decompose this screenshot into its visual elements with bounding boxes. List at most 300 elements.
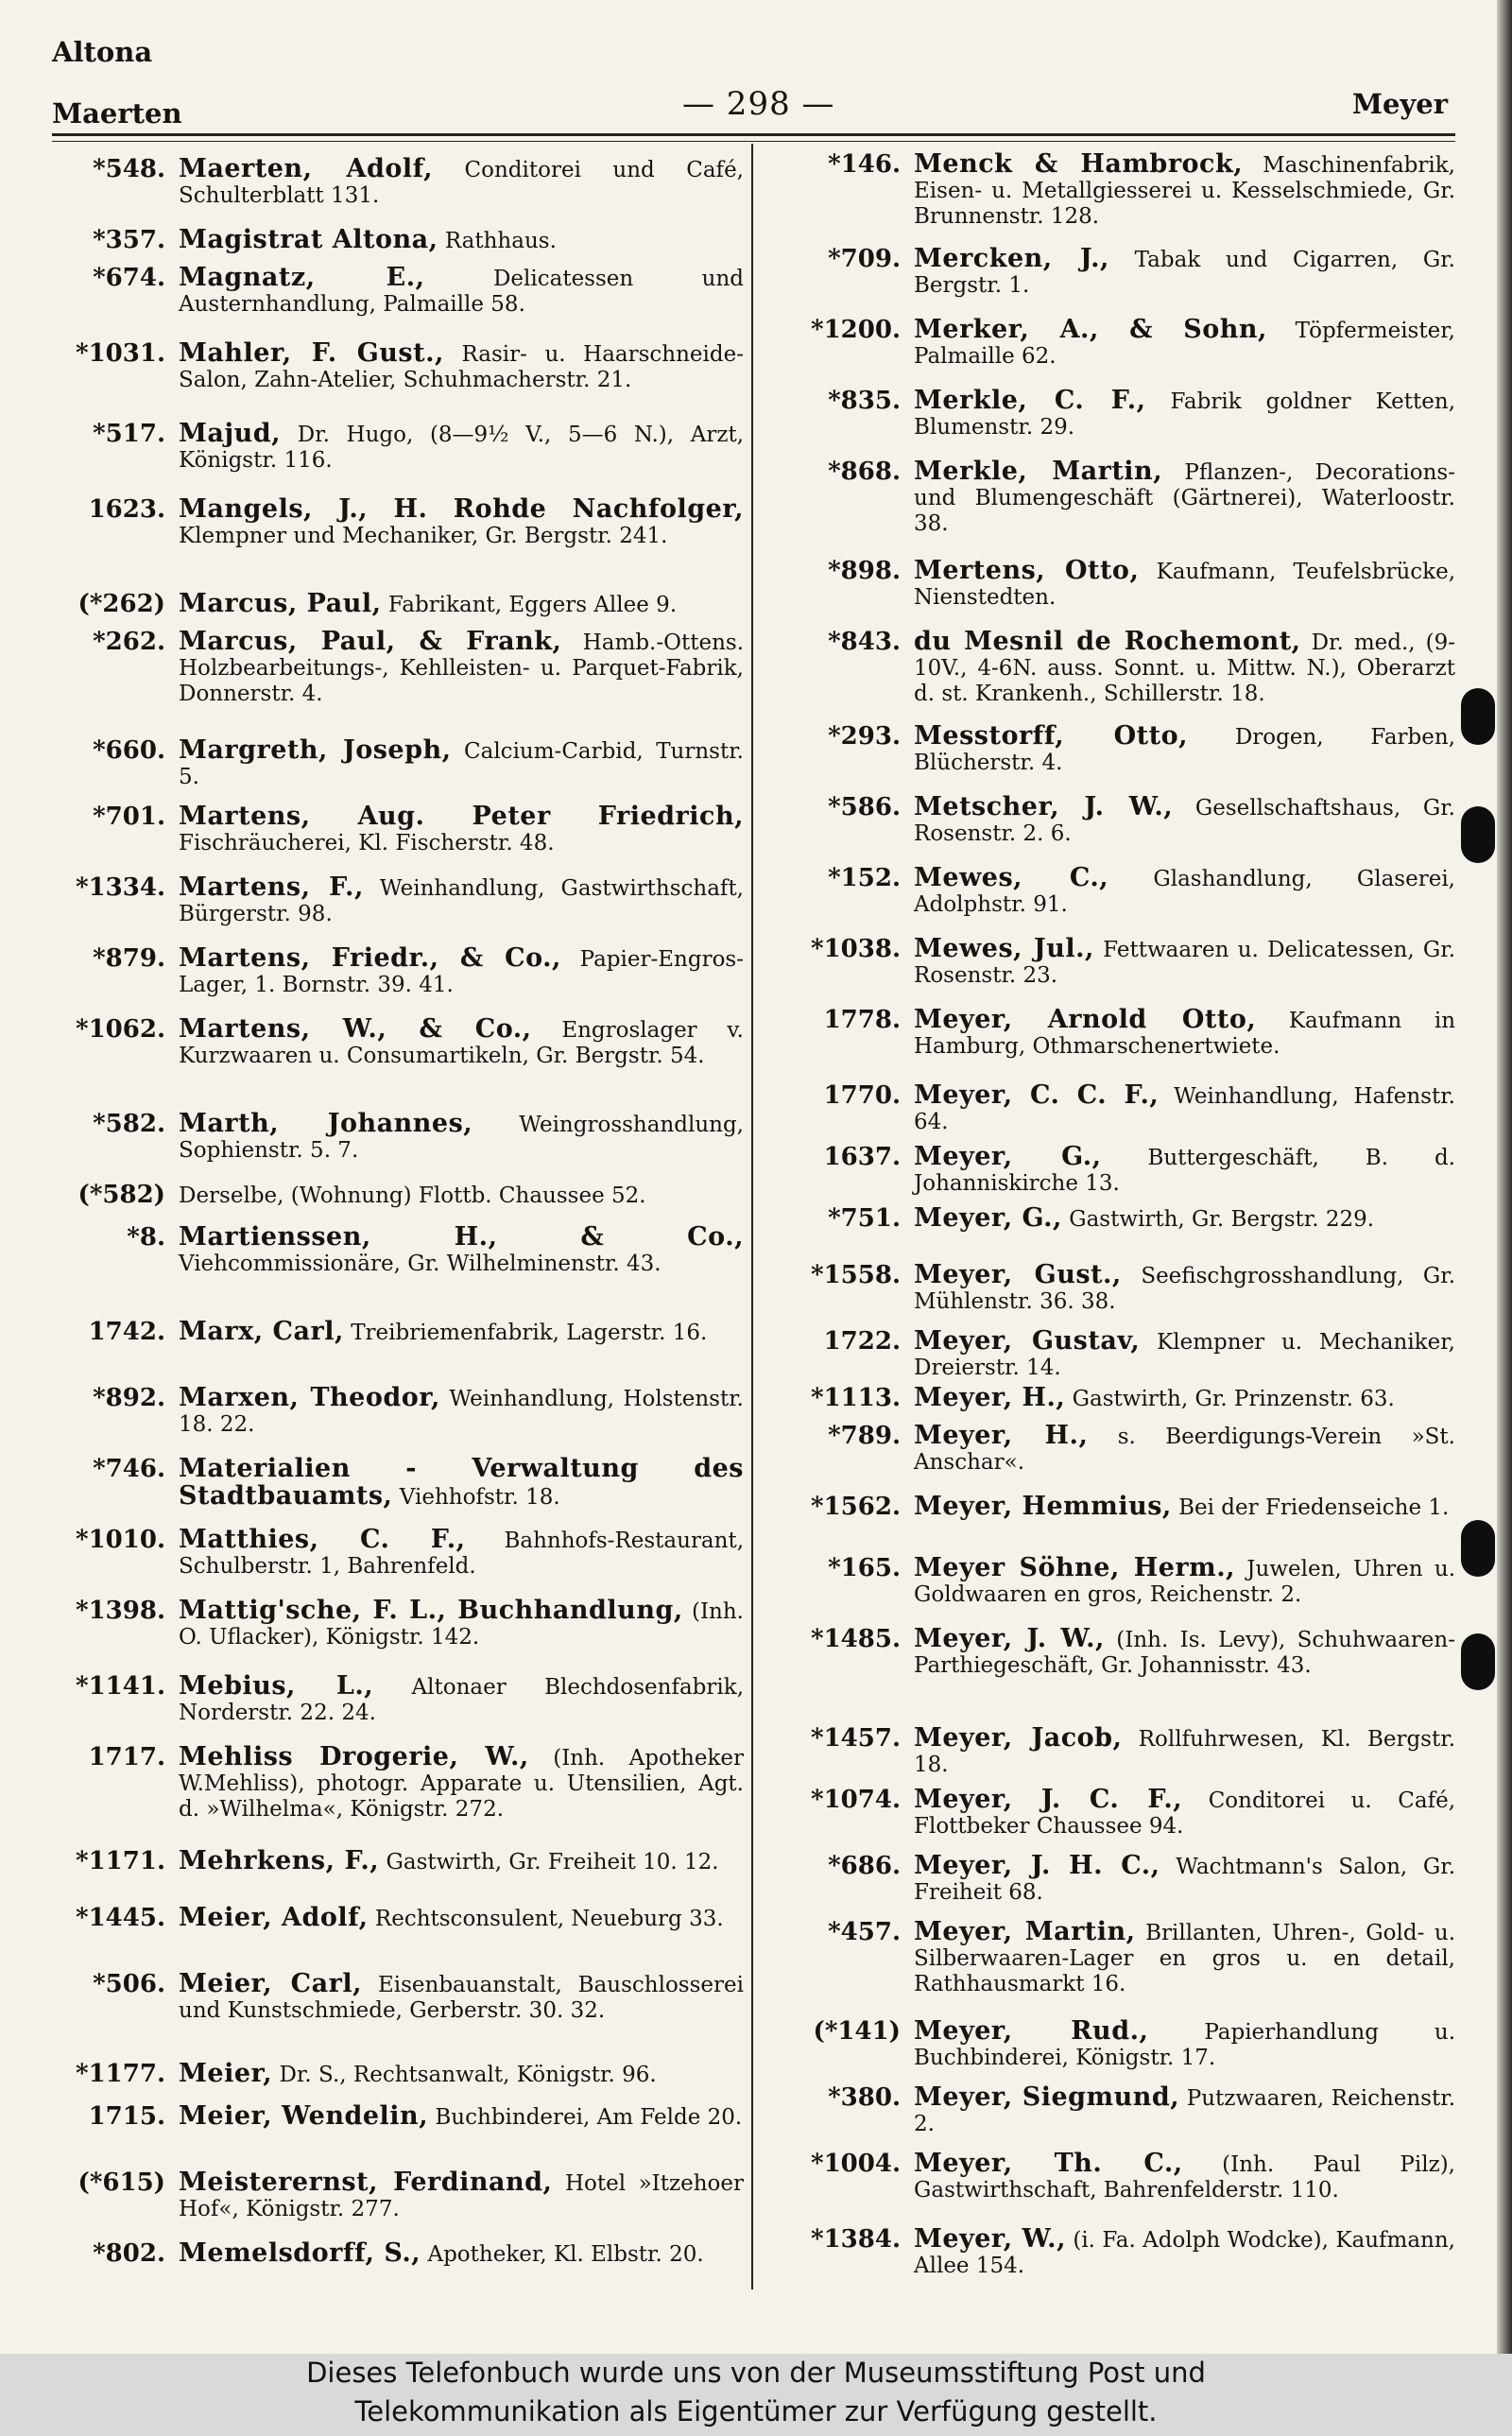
entry-number: *898. [828,557,901,585]
entry-text [179,2061,744,2088]
entry-number: *802. [93,2239,165,2268]
directory-entry [43,2103,744,2131]
entry-number: *1038. [810,935,901,963]
entry-text [914,1144,1455,1197]
entry-text [179,629,744,707]
entry-name: Meyer, J. C. F., [914,1785,1183,1814]
entry-details: Weinhandlung, Holstenstr. 18. 22. [179,1387,744,1437]
directory-entry [770,151,1455,230]
entry-name: Menck & Hambrock, [914,149,1244,179]
directory-entry [770,794,1455,847]
entry-number: *751. [828,1204,901,1233]
entry-name: Meyer, J. H. C., [914,1851,1160,1880]
entry-text [914,1385,1455,1412]
directory-entry [43,1905,744,1932]
entry-text [179,1905,744,1932]
entry-name: Merkle, C. F., [914,386,1146,415]
entry-name: Mewes, Jul., [914,934,1094,963]
entry-name: Mehrkens, F., [179,1846,380,1875]
entry-details: (i. Fa. Adolph Wodcke), Kaufmann, Allee 154. [914,2228,1455,2278]
entry-text [914,2226,1455,2279]
entry-text [179,227,744,254]
page-number: — 298 — [682,85,835,123]
entry-name: Martens, W., & Co., [179,1014,532,1044]
entry-text [179,1744,744,1823]
entry-details: Seefischgrosshandlung, Gr. Mühlenstr. 36. 38. [914,1264,1456,1314]
directory-entry [43,227,744,254]
entry-name: Meier, Wendelin, [179,2101,429,2131]
entry-name: Meyer, Rud., [914,2016,1149,2046]
entry-details: Fabrikant, Eggers Allee 9. [387,593,678,617]
entry-text [179,737,744,790]
directory-entry [43,265,744,318]
directory-entry [43,2169,744,2222]
entry-details: Buttergeschäft, B. d. Johanniskirche 13. [914,1146,1455,1196]
entry-number: (*615) [77,2168,165,2197]
entry-details: Weinhandlung, Gastwirthschaft, Bürgerstr. 98. [179,876,744,926]
entry-name: Merkle, Martin, [914,457,1163,486]
entry-details: Tabak und Cigarren, Gr. Bergstr. 1. [914,248,1455,298]
entry-details: Pflanzen-, Decorations- und Blumengeschäft (Gärtnerei), Waterloostr. 38. [914,460,1455,536]
entry-name: Meier, Carl, [179,1969,363,1998]
directory-entry [43,874,744,927]
directory-entry [770,629,1455,707]
entry-number: *506. [93,1970,165,1998]
entry-text [179,1673,744,1726]
entry-text [179,2103,744,2131]
entry-text [179,1456,744,1511]
directory-entry [770,2084,1455,2137]
entry-number: *1113. [810,1384,901,1412]
entry-details: Conditorei u. Café, Flottbeker Chaussee 94. [914,1788,1456,1839]
entry-details: Gastwirth, Gr. Prinzenstr. 63. [1072,1387,1395,1411]
entry-number: *586. [828,793,901,821]
entry-name: Meyer, G., [914,1203,1062,1233]
entry-name: Martens, Aug. Peter Friedrich, [179,802,744,831]
entry-number: *548. [93,155,165,183]
entry-name: du Mesnil de Rochemont, [914,627,1301,656]
entry-number: *660. [93,736,165,765]
directory-entry [43,1456,744,1511]
entry-number: *1200. [810,316,901,344]
entry-text [179,2169,744,2222]
entry-text [914,1423,1455,1476]
entry-number: *746. [93,1455,165,1483]
entry-number: 1717. [88,1743,165,1771]
entry-number: (*262) [77,590,165,618]
directory-entry [770,1494,1455,1521]
entry-name: Meier, [179,2059,273,2088]
entry-number: *146. [828,150,901,179]
entry-text [914,458,1455,537]
entry-text [179,1527,744,1580]
directory-entry [770,1082,1455,1135]
entry-number: *709. [828,245,901,273]
entry-name: Mebius, L., [179,1671,374,1701]
directory-entry [770,458,1455,537]
directory-entry [770,1919,1455,1997]
entry-name: Marxen, Theodor, [179,1383,440,1412]
entry-text [914,388,1455,441]
entry-text [179,156,744,209]
entry-number: *701. [93,803,165,831]
directory-entry [770,936,1455,989]
entry-details: Drogen, Farben, Blücherstr. 4. [914,725,1456,775]
directory-entry [770,558,1455,611]
entry-text [914,1007,1455,1060]
entry-text [914,1262,1455,1315]
entry-details: Kaufmann in Hamburg, Othmarschenertwiete. [914,1009,1456,1059]
entry-number: (*141) [813,2017,901,2046]
entry-number: 1778. [823,1006,901,1034]
entry-text [914,1555,1455,1608]
entry-details: Eisenbauanstalt, Bauschlosserei und Kunstschmiede, Gerberstr. 30. 32. [179,1973,744,2023]
directory-entry [770,246,1455,299]
entry-number: *8. [127,1223,165,1252]
directory-entry [43,421,744,474]
entry-details: Viehhofstr. 18. [399,1485,560,1510]
directory-entry [770,317,1455,370]
entry-name: Meyer Söhne, Herm., [914,1553,1236,1582]
entry-name: Mangels, J., H. Rohde Nachfolger, [179,494,744,524]
binding-hole [1461,1520,1495,1577]
entry-name: Marx, Carl, [179,1317,344,1346]
entry-number: *1562. [810,1493,901,1521]
entry-text [179,340,744,393]
entry-text [914,1787,1455,1840]
entry-number: (*582) [77,1181,165,1209]
directory-entry [43,737,744,790]
entry-name: Margreth, Joseph, [179,735,452,765]
entry-details: Viehcommissionäre, Gr. Wilhelminenstr. 43. [179,1252,662,1276]
directory-entry [43,1224,744,1277]
entry-name: Mewes, C., [914,863,1109,892]
entry-text [914,2084,1455,2137]
header-rule-thin [52,141,1455,142]
directory-entry [770,723,1455,776]
entry-number: *1334. [75,873,165,902]
entry-details: (Inh. O. Uflacker), Königstr. 142. [179,1599,744,1650]
entry-name: Merker, A., & Sohn, [914,315,1267,344]
directory-entry [43,1319,744,1346]
footer-line-2: Telekommunikation als Eigentümer zur Verfügung gestellt. [354,2395,1158,2427]
binding-hole [1461,688,1495,745]
directory-entry [770,2151,1455,2203]
entry-number: 1623. [88,495,165,524]
directory-entry [43,945,744,998]
city-heading: Altona [52,36,153,68]
entry-details: Fischräucherei, Kl. Fischerstr. 48. [179,831,555,855]
directory-entry [43,1848,744,1875]
entry-number: *1177. [75,2060,165,2088]
entry-text [914,1919,1455,1997]
entry-details: Rasir- u. Haarschneide-Salon, Zahn-Atelier, Schuhmacherstr. 21. [179,342,744,392]
entry-text [179,1319,744,1346]
entry-details: Gastwirth, Gr. Bergstr. 229. [1069,1207,1375,1232]
entry-number: *879. [93,944,165,973]
entry-details: Juwelen, Uhren u. Goldwaaren en gros, Reichenstr. 2. [914,1557,1456,1607]
directory-entry [43,803,744,856]
directory-entry [43,1598,744,1650]
entry-text [179,945,744,998]
entry-details: Buchbinderei, Am Felde 20. [435,2105,743,2130]
entry-details: Dr. Hugo, (8—9½ V., 5—6 N.), Arzt, Königstr. 116. [179,423,745,473]
directory-entry [43,629,744,707]
entry-text [179,265,744,318]
entry-number: *1445. [75,1904,165,1932]
header-rule [52,133,1455,136]
entry-text [914,1205,1455,1233]
entry-name: Magistrat Altona, [179,225,438,254]
directory-entry [770,1423,1455,1476]
directory-entry [770,1328,1455,1381]
entry-details: Putzwaaren, Reichenstr. 2. [914,2086,1456,2136]
entry-text [179,2240,744,2268]
entry-details: Weinhandlung, Hafenstr. 64. [914,1084,1455,1134]
entry-details: Hotel »Itzehoer Hof«, Königstr. 277. [179,2171,745,2221]
entry-details: Fettwaaren u. Delicatessen, Gr. Rosenstr. 23. [914,938,1456,988]
directory-entry [43,1111,744,1164]
directory-entry [43,1182,744,1209]
directory-entry [770,1555,1455,1608]
entry-number: *1074. [810,1786,901,1814]
directory-entry [43,2240,744,2268]
entry-name: Meyer, J. W., [914,1624,1105,1653]
entry-name: Materialien - Verwaltung des Stadtbauamts, [179,1454,744,1511]
entry-text [914,865,1455,918]
directory-entry [43,1016,744,1069]
entry-text [179,803,744,856]
directory-entry [770,1007,1455,1060]
directory-entry [43,591,744,618]
entry-number: *1171. [75,1847,165,1875]
entry-details: Rechtsconsulent, Neueburg 33. [374,1907,724,1931]
entry-name: Meyer, Martin, [914,1917,1136,1946]
entry-details: Klempner u. Mechaniker, Dreierstr. 14. [914,1330,1455,1380]
entry-number: 1722. [823,1327,901,1356]
entry-details: Dr. med., (9-10V., 4-6N. auss. Sonnt. u. Mittw. N.), Oberarzt d. st. Krankenh., Schillerstr. 18. [914,631,1456,706]
entry-number: *1031. [75,339,165,368]
entry-name: Matthies, C. F., [179,1525,466,1554]
entry-text [914,558,1455,611]
entry-details: (Inh. Is. Levy), Schuhwaaren-Parthiegeschäft, Gr. Johannisstr. 43. [914,1628,1456,1678]
entry-text [179,496,744,549]
entry-text [179,874,744,927]
entry-text [914,1853,1455,1906]
entry-details: Papierhandlung u. Buchbinderei, Königstr. 17. [914,2020,1455,2070]
entry-details: (Inh. Paul Pilz), Gastwirthschaft, Bahrenfelderstr. 110. [914,2152,1455,2203]
entry-name: Mahler, F. Gust., [179,338,444,368]
entry-details: Fabrik goldner Ketten, Blumenstr. 29. [914,389,1456,440]
directory-entry [43,496,744,549]
column-divider [751,144,753,2289]
entry-text [179,1598,744,1650]
entry-number: *457. [828,1918,901,1946]
entry-number: *1004. [810,2150,901,2178]
entry-number: *380. [828,2083,901,2112]
entry-name: Meier, Adolf, [179,1903,369,1932]
entry-name: Messtorff, Otto, [914,721,1189,751]
entry-details: Altonaer Blechdosenfabrik, Norderstr. 22. 24. [179,1675,745,1725]
entry-name: Memelsdorff, S., [179,2238,421,2268]
entry-details: Hamb.-Ottens. Holzbearbeitungs-, Kehlleisten- u. Parquet-Fabrik, Donnerstr. 4. [179,631,744,706]
entry-text [914,246,1455,299]
directory-entry [770,1787,1455,1840]
entry-text [179,1971,744,2024]
directory-entry [43,1385,744,1438]
entry-name: Martens, F., [179,872,364,902]
directory-entry [43,340,744,393]
entry-text [914,794,1455,847]
entry-name: Metscher, J. W., [914,792,1174,821]
entry-name: Meisterernst, Ferdinand, [179,2168,553,2197]
entry-details: Apotheker, Kl. Elbstr. 20. [427,2242,704,2267]
entry-number: 1742. [88,1318,165,1346]
entry-number: *293. [828,722,901,751]
entry-number: *1558. [810,1261,901,1289]
entry-name: Meyer, Jacob, [914,1723,1123,1753]
entry-number: 1770. [823,1081,901,1110]
entry-number: *165. [828,1554,901,1582]
page-edge-shadow [1497,0,1512,2354]
entry-details: Weingrosshandlung, Sophienstr. 5. 7. [179,1113,744,1163]
entry-text [914,1494,1455,1521]
directory-entry [770,1144,1455,1197]
entry-number: 1637. [823,1143,901,1171]
directory-entry [43,1673,744,1726]
entry-name: Meyer, Gustav, [914,1326,1141,1356]
entry-details: Rollfuhrwesen, Kl. Bergstr. 18. [914,1727,1455,1777]
binding-hole [1461,806,1495,863]
directory-entry [770,1626,1455,1679]
entry-number: *582. [93,1110,165,1138]
footer-line-1: Dieses Telefonbuch wurde uns von der Museumsstiftung Post und [306,2357,1206,2389]
entry-name: Meyer, Siegmund, [914,2082,1180,2112]
directory-entry [770,2018,1455,2071]
directory-entry [43,1744,744,1823]
directory-entry [43,2061,744,2088]
entry-text [914,936,1455,989]
entry-name: Meyer, W., [914,2224,1066,2254]
entry-details: Gastwirth, Gr. Freiheit 10. 12. [386,1850,719,1875]
entry-number: *1141. [75,1672,165,1701]
entry-text [914,317,1455,370]
entry-name: Meyer, Hemmius, [914,1492,1172,1521]
entry-name: Mertens, Otto, [914,556,1140,585]
entry-text [914,1082,1455,1135]
entry-text [914,629,1455,707]
entry-name: Mercken, J., [914,244,1109,273]
entry-text [179,1848,744,1875]
entry-text [179,1224,744,1277]
entry-number: *835. [828,387,901,415]
directory-entry [43,1971,744,2024]
entry-text [179,1111,744,1164]
entry-name: Meyer, G., [914,1142,1102,1171]
entry-text [179,1182,744,1209]
entry-name: Maerten, Adolf, [179,154,434,183]
entry-name: Mattig'sche, F. L., Buchhandlung, [179,1596,683,1625]
directory-entry [770,1853,1455,1906]
entry-details: (Inh. Apotheker W.Mehliss), photogr. Apparate u. Utensilien, Agt. d. »Wilhelma«, Königstr. 272. [179,1746,745,1822]
entry-number: *686. [828,1852,901,1880]
entry-name: Marcus, Paul, [179,589,382,618]
entry-name: Marcus, Paul, & Frank, [179,627,562,656]
entry-name: Meyer, H., [914,1421,1089,1450]
range-start-heading: Maerten [52,97,182,130]
entry-text [179,1016,744,1069]
entry-number: *1457. [810,1724,901,1753]
entry-text [914,151,1455,230]
entry-details: s. Beerdigungs-Verein »St. Anschar«. [914,1425,1455,1475]
entry-details: Engroslager v. Kurzwaaren u. Consumartikeln, Gr. Bergstr. 54. [179,1018,744,1068]
entry-text [179,591,744,618]
binding-hole [1461,1633,1495,1690]
entry-name: Martienssen, H., & Co., [179,1222,744,1252]
entry-details: Töpfermeister, Palmaille 62. [914,319,1455,369]
entry-details: Papier-Engros-Lager, 1. Bornstr. 39. 41. [179,947,745,997]
entry-number: *892. [93,1384,165,1412]
directory-entry [43,1527,744,1580]
entry-details: Wachtmann's Salon, Gr. Freiheit 68. [914,1855,1455,1905]
entry-text [914,1725,1455,1778]
directory-entry [43,156,744,209]
entry-name: Mehliss Drogerie, W., [179,1742,529,1771]
entry-number: *357. [93,226,165,254]
entry-text [179,421,744,474]
entry-name: Marth, Johannes, [179,1109,473,1138]
directory-entry [770,388,1455,441]
entry-number: *1398. [75,1597,165,1625]
entry-details: Treibriemenfabrik, Lagerstr. 16. [351,1321,708,1345]
entry-name: Magnatz, E., [179,263,425,292]
entry-number: *517. [93,420,165,448]
entry-details: Bahnhofs-Restaurant, Schulberstr. 1, Bahrenfeld. [179,1529,745,1579]
entry-details: Glashandlung, Glaserei, Adolphstr. 91. [914,867,1455,917]
range-end-heading: Meyer [1351,88,1448,120]
entry-details: Bei der Friedenseiche 1. [1178,1495,1450,1520]
entry-name: Meyer, Gust., [914,1260,1122,1289]
entry-number: *1384. [810,2225,901,2254]
entry-details: Conditorei und Café, Schulterblatt 131. [179,158,744,208]
entry-number: *674. [93,264,165,292]
entry-details: Gesellschaftshaus, Gr. Rosenstr. 2. 6. [914,796,1455,846]
entry-details: Derselbe, (Wohnung) Flottb. Chaussee 52. [179,1183,646,1208]
entry-details: Brillanten, Uhren-, Gold- u. Silberwaaren-Lager en gros u. en detail, Rathhausmarkt 16. [914,1921,1456,1996]
entry-number: *789. [828,1422,901,1450]
entry-name: Meyer, Arnold Otto, [914,1005,1257,1034]
entry-details: Maschinenfabrik, Eisen- u. Metallgiesserei u. Kesselschmiede, Gr. Brunnenstr. 128. [914,153,1455,229]
entry-number: *843. [828,628,901,656]
entry-name: Majud, [179,419,282,448]
entry-text [914,723,1455,776]
entry-number: *262. [93,628,165,656]
footer-banner [0,2354,1512,2436]
entry-name: Meyer, C. C. F., [914,1080,1160,1110]
directory-entry [770,1205,1455,1233]
entry-text [914,1626,1455,1679]
entry-name: Meyer, H., [914,1383,1066,1412]
entry-details: Dr. S., Rechtsanwalt, Königstr. 96. [279,2063,657,2087]
entry-text [179,1385,744,1438]
entry-text [914,2018,1455,2071]
entry-name: Martens, Friedr., & Co., [179,943,561,973]
entry-name: Meyer, Th. C., [914,2149,1183,2178]
entry-details: Calcium-Carbid, Turnstr. 5. [179,739,744,789]
directory-entry [770,865,1455,918]
entry-number: *1485. [810,1625,901,1653]
directory-entry [770,1725,1455,1778]
